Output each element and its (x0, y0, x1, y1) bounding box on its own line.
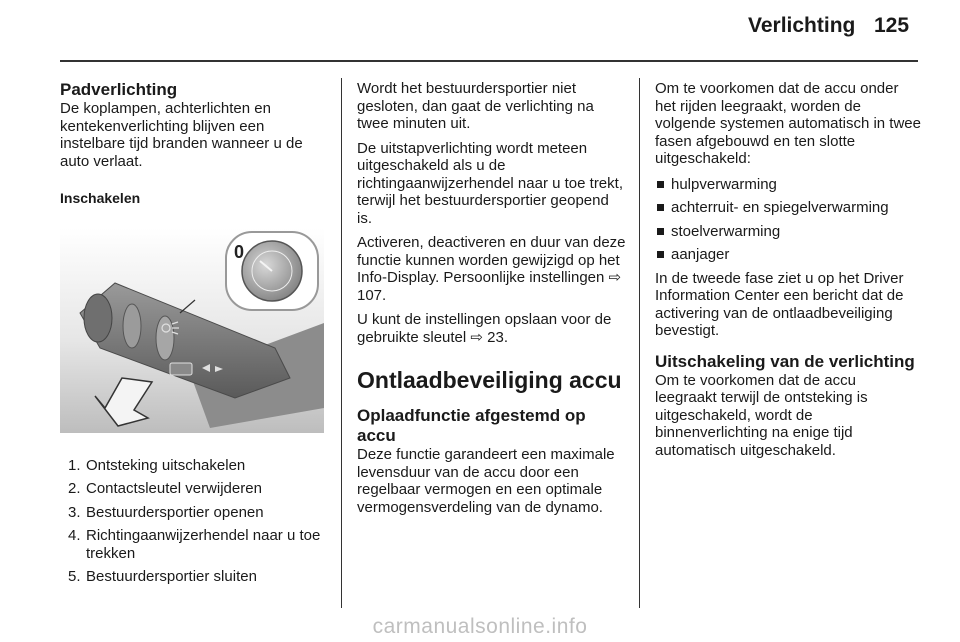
column-divider-1 (341, 78, 342, 608)
steps-list (60, 457, 324, 586)
column-3 (655, 80, 921, 466)
paragraph: U kunt de instellingen opslaan voor de gebruikte sleutel ⇨ 23. (357, 311, 612, 346)
section-heading-padverlichting: Padverlichting (60, 80, 178, 99)
stalk-ring-1 (123, 304, 141, 348)
watermark: carmanualsonline.info (372, 615, 588, 638)
list-item: hulpverwarming (655, 176, 921, 194)
page-number: 125 (874, 14, 910, 37)
paragraph: Deze functie garandeert een maximale levensduur van de accu door een regelbaar vermogen en een optimale vermogensverdeling van de dynamo. (357, 446, 615, 516)
column-1 (60, 80, 324, 592)
paragraph: Activeren, deactiveren en duur van deze functie kunnen worden gewijzigd op het Info-Display. Persoonlijke instellingen ⇨ 107. (357, 234, 626, 304)
subheading-inschakelen: Inschakelen (60, 190, 141, 206)
intro-paragraph: De koplampen, achterlichten en kentekenverlichting blijven een instelbare tijd branden wanneer u de auto verlaat. (60, 100, 303, 170)
step-text: Ontsteking uitschakelen (86, 456, 246, 474)
step-text: Contactsleutel verwijderen (86, 480, 262, 497)
paragraph: Om te voorkomen dat de accu onder het rijden leegraakt, worden de volgende systemen automatisch in twee fasen afgebouwd en ten slotte uitgeschakeld: (655, 80, 921, 167)
paragraph: De uitstapverlichting wordt meteen uitgeschakeld als u de richtingaanwijzerhendel naar u toe trekt, terwijl het bestuurdersportier geopend is. (357, 139, 623, 227)
step-text: Bestuurdersportier sluiten (86, 568, 257, 585)
paragraph: Om te voorkomen dat de accu leegraakt terwijl de ontsteking is uitgeschakeld, wordt de binnenverlichting na enige tijd automatisch uitgeschakeld. (655, 371, 868, 459)
paragraph: Wordt het bestuurdersportier niet gesloten, dan gaat de verlichting na twee minuten uit. (357, 80, 594, 132)
systems-list (655, 176, 921, 264)
list-item: 2. Contactsleutel verwijderen (68, 480, 262, 497)
list-item: 3. Bestuurdersportier openen (68, 503, 264, 521)
auto-button (170, 363, 192, 375)
column-2 (357, 80, 627, 523)
section-heading-uitschakeling: Uitschakeling van de verlichting (655, 351, 915, 371)
stalk-ring-2 (156, 316, 174, 360)
list-item: 4. Richtingaanwijzerhendel naar u toe trekken (68, 527, 321, 562)
column-divider-2 (639, 78, 640, 608)
lever-illustration (60, 228, 324, 433)
ignition-position-label: 0 (234, 241, 245, 262)
lever-illustration-svg (60, 228, 324, 433)
section-heading-ontlaadbeveiliging: Ontlaadbeveiliging accu (357, 367, 622, 393)
list-item: stoelverwarming (655, 223, 921, 241)
header-divider (60, 60, 918, 62)
subsection-heading-oplaadfunctie: Oplaadfunctie afgestemd op accu (357, 406, 586, 445)
step-text: Richtingaanwijzerhendel naar u toe trekken (86, 527, 321, 562)
step-text: Bestuurdersportier openen (86, 503, 264, 521)
list-item: 1. Ontsteking uitschakelen (68, 456, 246, 474)
list-item: aanjager (655, 246, 921, 264)
paragraph: In de tweede fase ziet u op het Driver Information Center een bericht dat de activering van de ontlaadbeveiliging bevestigt. (655, 269, 904, 339)
page-header-title: Verlichting (748, 14, 856, 37)
stalk-end-cap (84, 294, 112, 342)
list-item: 5. Bestuurdersportier sluiten (68, 568, 257, 585)
list-item: achterruit- en spiegelverwarming (655, 199, 921, 217)
